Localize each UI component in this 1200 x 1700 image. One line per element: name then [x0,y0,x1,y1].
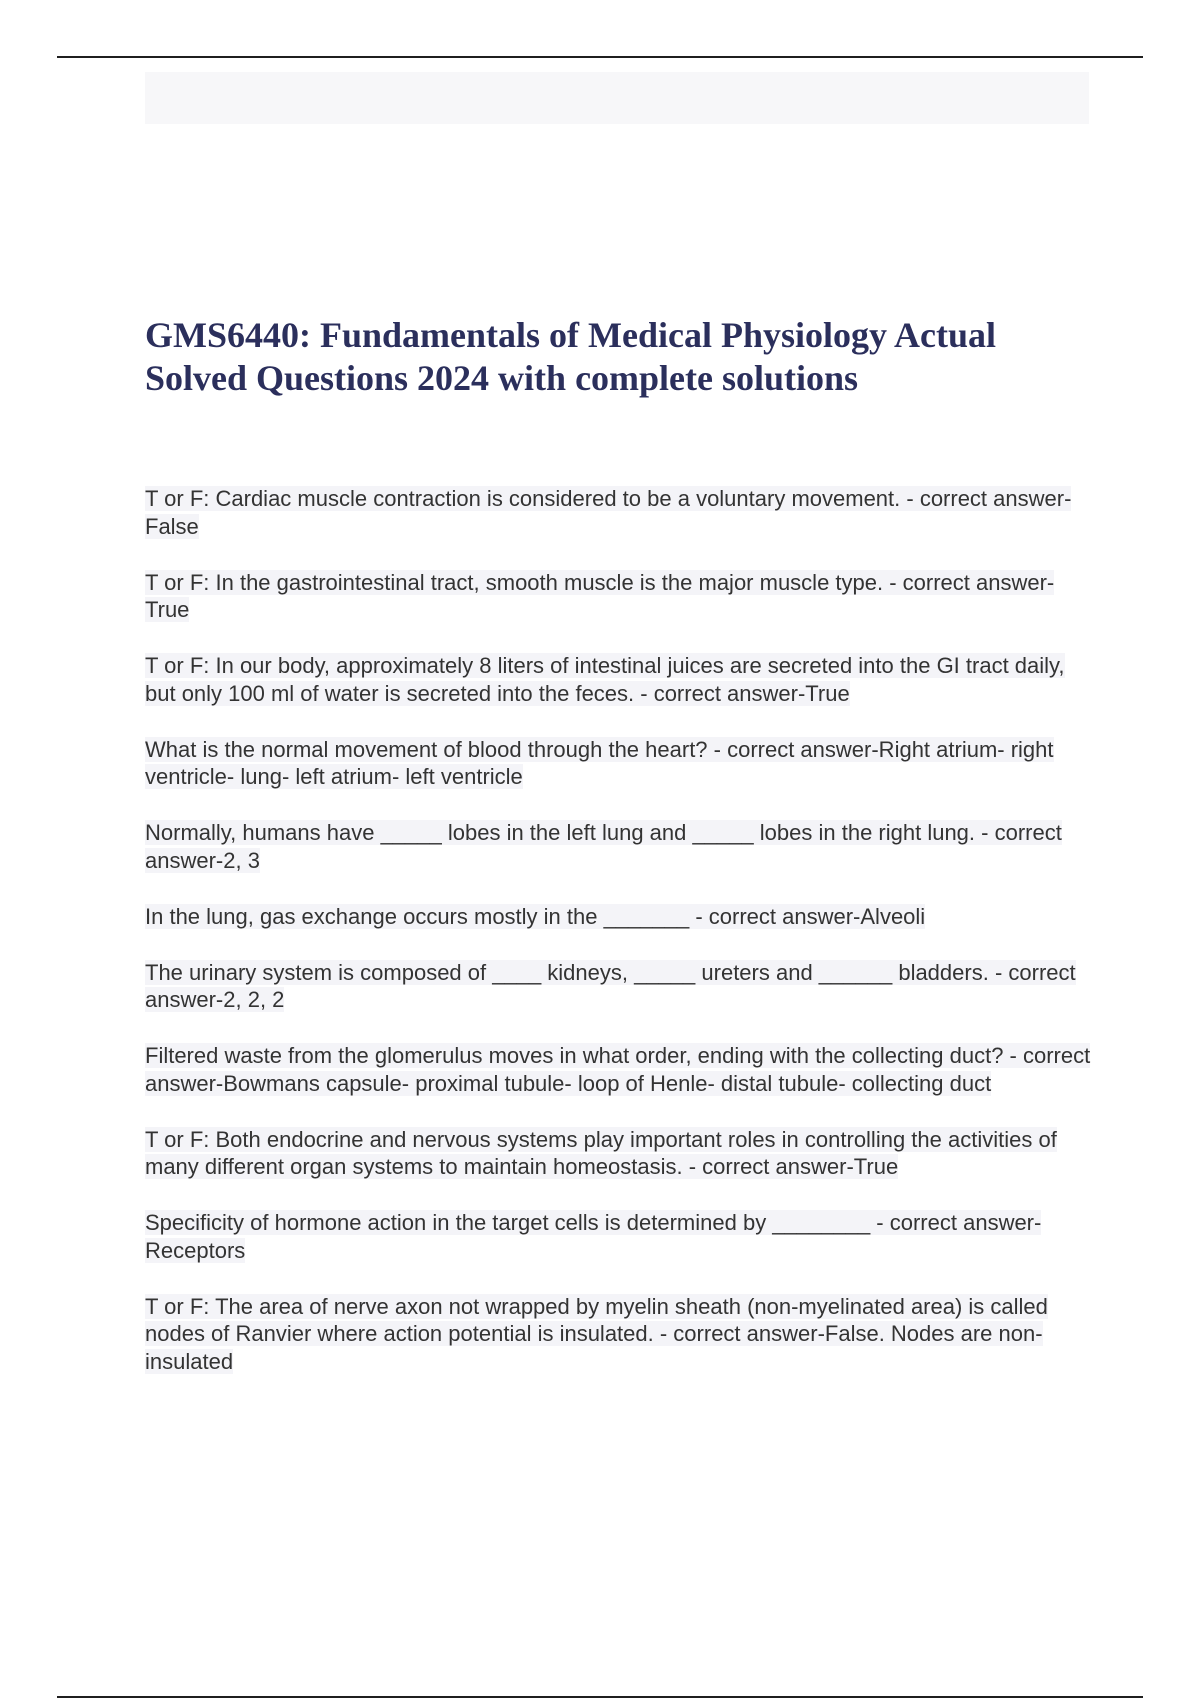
list-item [145,819,1095,874]
list-item [145,569,1095,624]
question-answer-text: T or F: In the gastrointestinal tract, smooth muscle is the major muscle type. - correct answer-True [145,569,1055,622]
list-item [145,1042,1095,1097]
question-answer-text: T or F: The area of nerve axon not wrapped by myelin sheath (non-myelinated area) is called nodes of Ranvier where action potential is insulated. - correct answer-False. Nodes are non-insulated [145,1293,1048,1374]
top-divider [57,56,1143,58]
question-list [145,485,1095,1404]
question-answer-text: In the lung, gas exchange occurs mostly in the _______ - correct answer-Alveoli [145,903,926,929]
list-item [145,652,1095,707]
list-item [145,903,1095,931]
document-title: GMS6440: Fundamentals of Medical Physiology Actual Solved Questions 2024 with complete solutions [145,315,997,398]
question-answer-text: T or F: Cardiac muscle contraction is considered to be a voluntary movement. - correct answer-False [145,486,1072,539]
list-item [145,1209,1095,1264]
list-item [145,959,1095,1014]
question-answer-text: Filtered waste from the glomerulus moves in what order, ending with the collecting duct? - correct answer-Bowmans capsule- proximal tubule- loop of Henle- distal tubule- collecting duct [145,1043,1091,1096]
list-item [145,1293,1095,1376]
question-answer-text: T or F: Both endocrine and nervous systems play important roles in controlling the activities of many different organ systems to maintain homeostasis. - correct answer-True [145,1126,1057,1179]
question-answer-text: What is the normal movement of blood through the heart? - correct answer-Right atrium- right ventricle- lung- left atrium- left ventricle [145,736,1054,789]
bottom-divider [57,1696,1143,1698]
question-answer-text: Normally, humans have _____ lobes in the left lung and _____ lobes in the right lung. - correct answer-2, 3 [145,820,1062,873]
header-banner [145,72,1089,124]
question-answer-text: T or F: In our body, approximately 8 liters of intestinal juices are secreted into the GI tract daily, but only 100 ml of water is secreted into the feces. - correct answer-True [145,653,1065,706]
question-answer-text: The urinary system is composed of ____ kidneys, _____ ureters and ______ bladders. - correct answer-2, 2, 2 [145,959,1076,1012]
list-item [145,1126,1095,1181]
list-item [145,485,1095,540]
question-answer-text: Specificity of hormone action in the target cells is determined by ________ - correct answer-Receptors [145,1210,1042,1263]
list-item [145,736,1095,791]
